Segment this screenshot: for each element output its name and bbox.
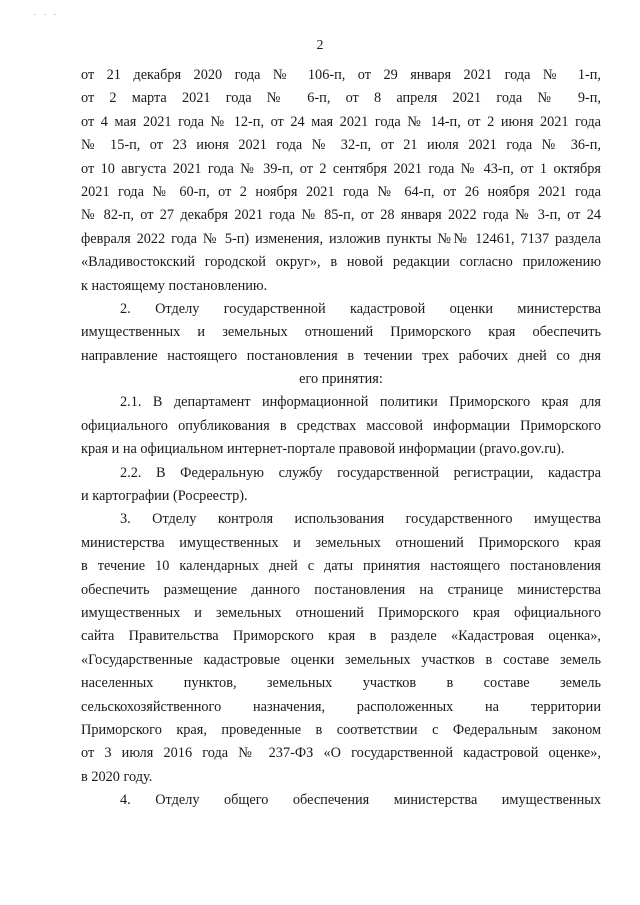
text-line: № 82-п, от 27 декабря 2021 года № 85-п, от 28 января 2022 года № 3-п, от 24 — [81, 207, 601, 224]
text-line: в 2020 году. — [81, 768, 153, 785]
text-line: в течение 10 календарных дней с даты принятия настоящего постановления — [81, 558, 601, 575]
text-line: Приморского края, проведенные в соответствии с Федеральным законом — [81, 721, 601, 738]
page-number: 2 — [316, 38, 324, 53]
scan-corner-marks: . . . — [34, 8, 59, 17]
text-line: сайта Правительства Приморского края в разделе «Кадастровая оценка», — [81, 628, 601, 645]
text-line: от 10 августа 2021 года № 39-п, от 2 сентября 2021 года № 43-п, от 1 октября — [81, 160, 601, 177]
text-line: обеспечить размещение данного постановления на странице министерства — [81, 581, 601, 598]
text-line: министерства имущественных и земельных отношений Приморского края — [81, 534, 601, 551]
text-line: 2.1. В департамент информационной политики Приморского края для — [120, 394, 601, 411]
text-line: имущественных и земельных отношений Приморского края официального — [81, 604, 601, 621]
document-body — [81, 64, 601, 813]
text-line: от 21 декабря 2020 года № 106-п, от 29 января 2021 года № 1-п, — [81, 67, 601, 83]
text-line: 2021 года № 60-п, от 2 ноября 2021 года № 64-п, от 26 ноября 2021 года — [81, 183, 601, 200]
text-line: сельскохозяйственного назначения, расположенных на территории — [81, 698, 601, 715]
text-line: от 3 июля 2016 года № 237-ФЗ «О государственной кадастровой оценке», — [81, 745, 601, 762]
text-line: «Владивостокский городской округ», в новой редакции согласно приложению — [81, 254, 601, 271]
text-line: № 15-п, от 23 июня 2021 года № 32-п, от 21 июля 2021 года № 36-п, — [81, 137, 601, 154]
text-line: от 2 марта 2021 года № 6-п, от 8 апреля 2021 года № 9-п, — [81, 90, 601, 107]
text-line: от 4 мая 2021 года № 12-п, от 24 мая 2021 года № 14-п, от 2 июня 2021 года — [81, 113, 601, 130]
text-line: «Государственные кадастровые оценки земельных участков в составе земель — [81, 651, 601, 668]
text-line: и картографии (Росреестр). — [81, 488, 248, 505]
text-line: 2.2. В Федеральную службу государственной регистрации, кадастра — [120, 464, 601, 481]
text-line: населенных пунктов, земельных участков в составе земель — [81, 675, 601, 692]
text-line: 3. Отделу контроля использования государственного имущества — [120, 511, 601, 528]
text-line: его принятия: — [299, 371, 383, 388]
text-line: края и на официальном интернет-портале правовой информации (pravo.gov.ru). — [81, 441, 565, 458]
text-line: февраля 2022 года № 5-п) изменения, изложив пункты №№ 12461, 7137 раздела — [81, 230, 601, 247]
text-line: официального опубликования в средствах массовой информации Приморского — [81, 417, 601, 434]
text-line: 2. Отделу государственной кадастровой оценки министерства — [120, 300, 601, 317]
text-line: имущественных и земельных отношений Приморского края обеспечить — [81, 324, 601, 341]
text-line: направление настоящего постановления в течении трех рабочих дней со дня — [81, 347, 601, 364]
text-line: 4. Отделу общего обеспечения министерства имущественных — [120, 792, 601, 809]
text-line: к настоящему постановлению. — [81, 277, 268, 294]
